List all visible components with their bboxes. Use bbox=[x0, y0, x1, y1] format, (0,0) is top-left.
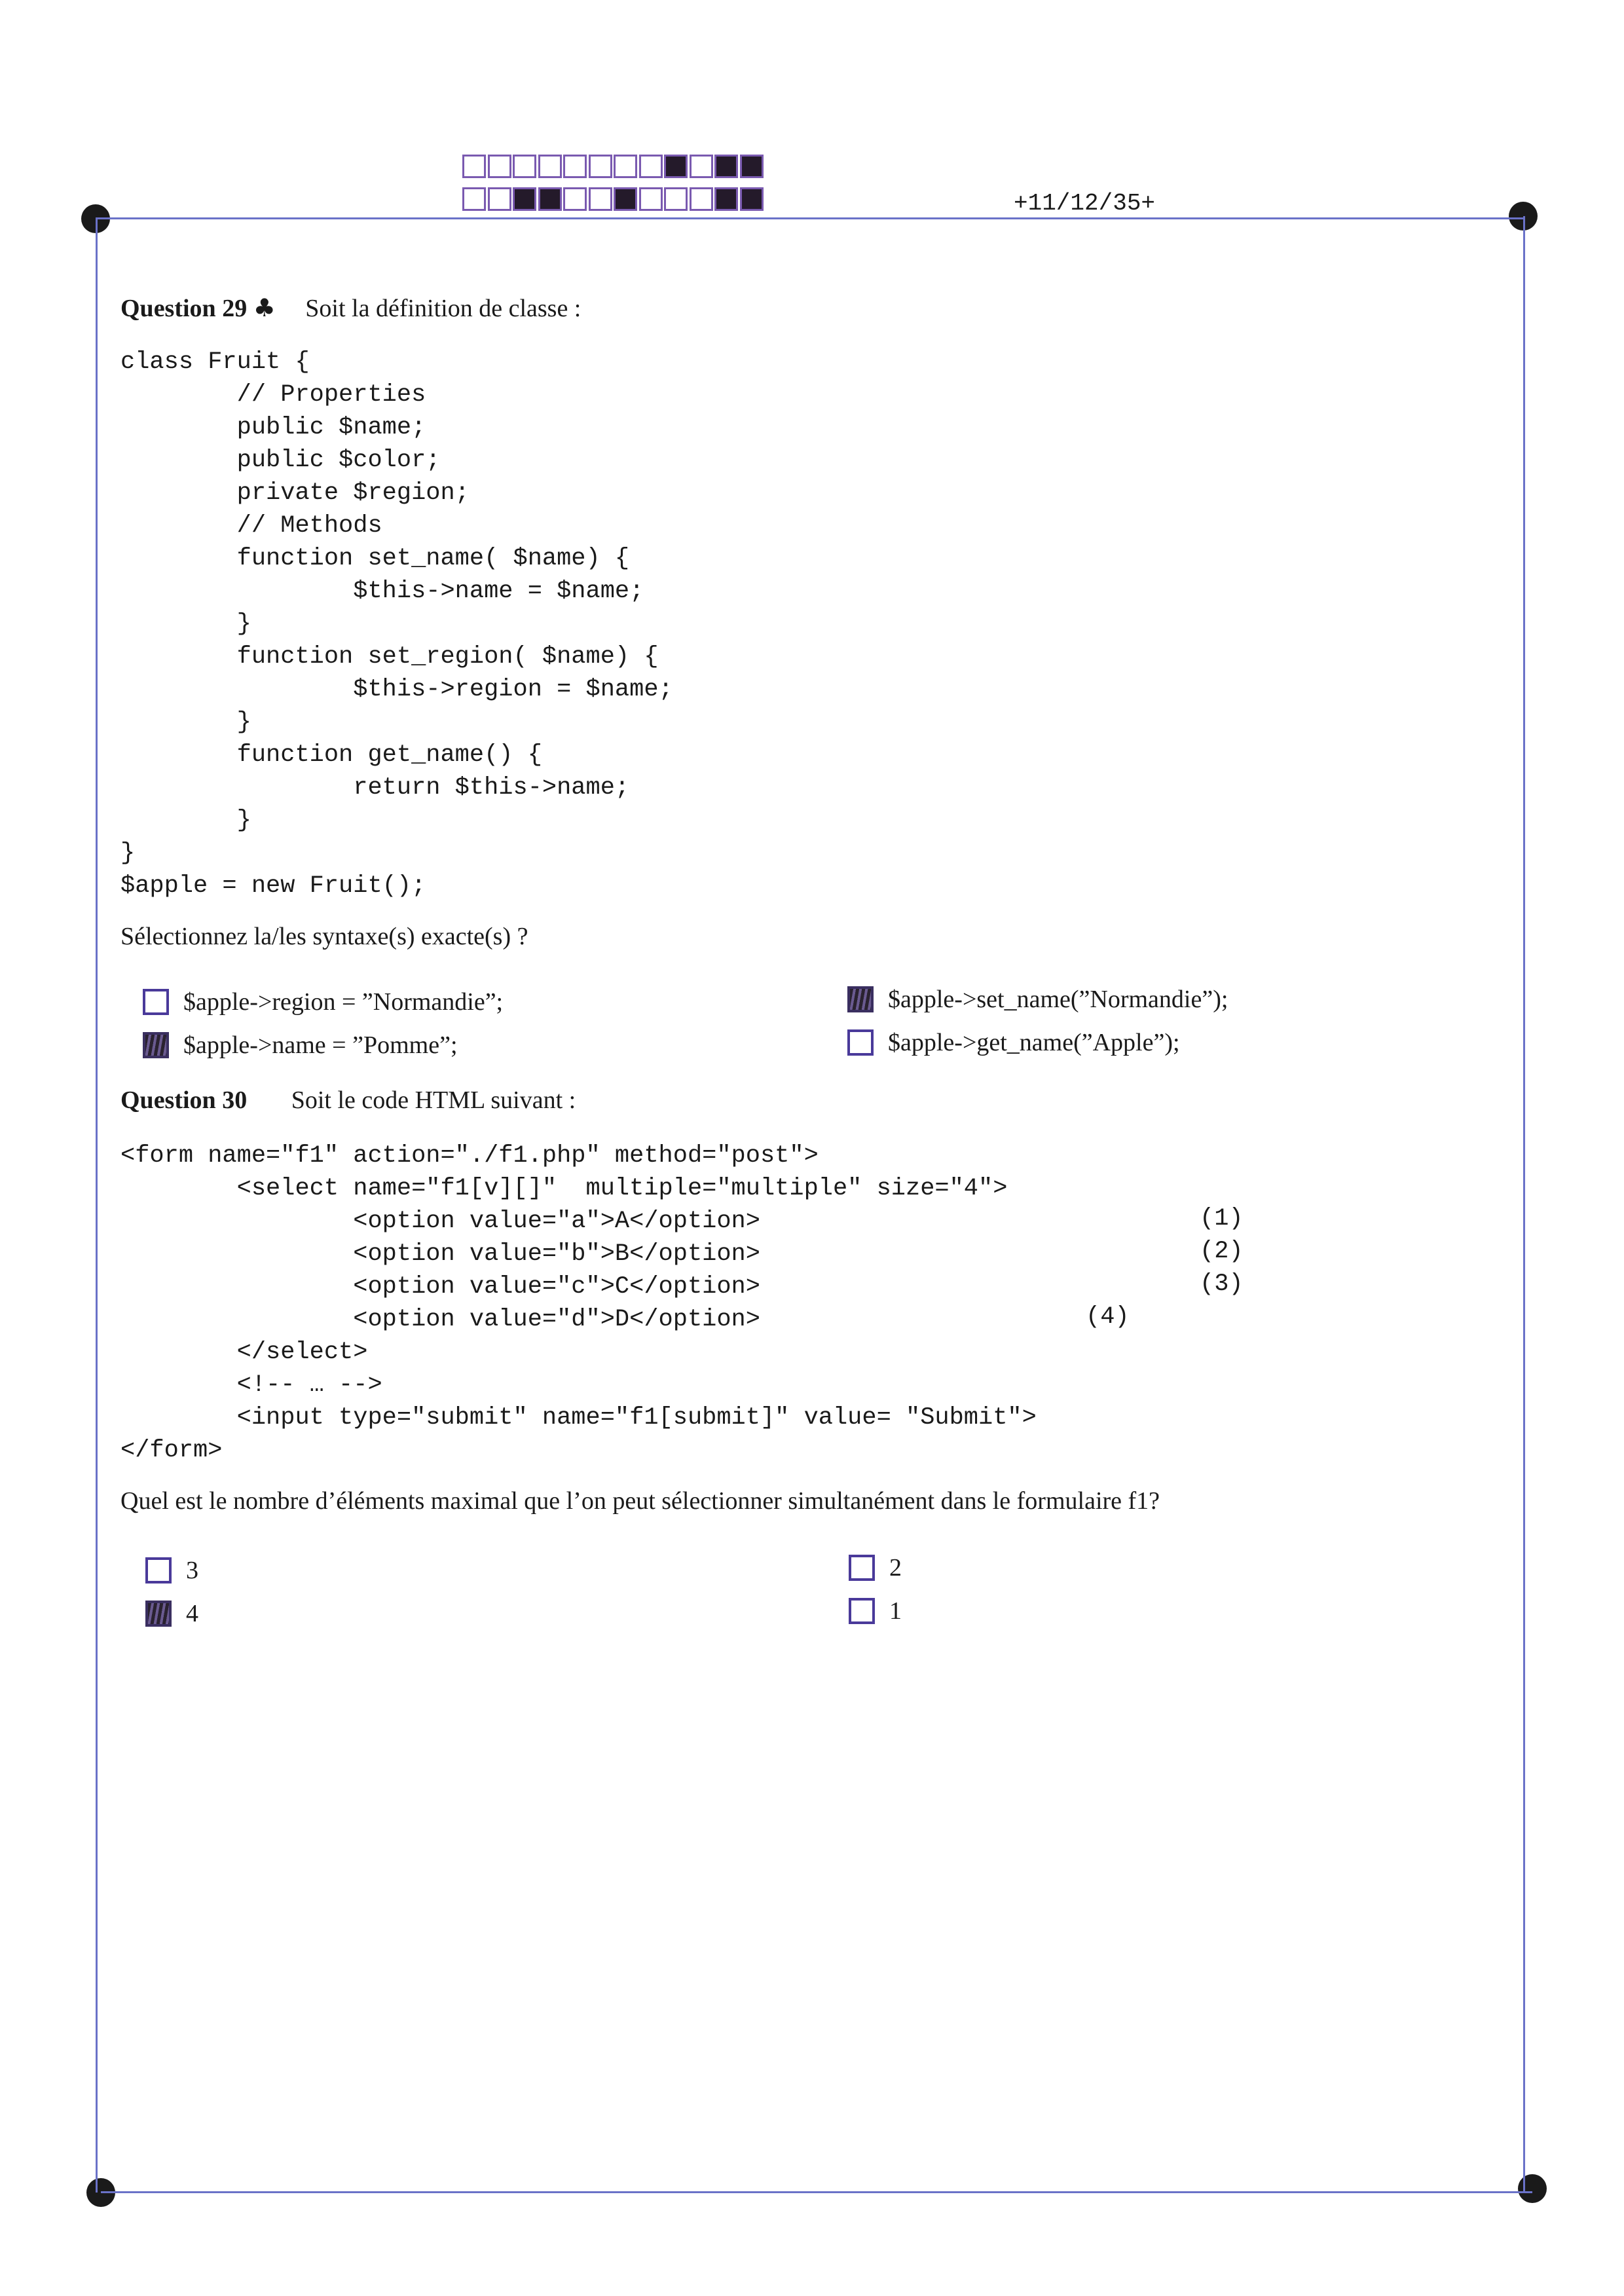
corner-mark-bottom-right bbox=[1518, 2174, 1547, 2203]
frame-bottom bbox=[101, 2191, 1532, 2193]
id-grid-cell bbox=[714, 155, 738, 178]
id-grid-cell bbox=[488, 155, 511, 178]
id-grid-cell bbox=[462, 155, 486, 178]
q30-choice-b[interactable] bbox=[145, 1599, 198, 1628]
q29-choice-d[interactable] bbox=[847, 1028, 1180, 1057]
id-grid-cell bbox=[614, 187, 637, 211]
choice-label: 3 bbox=[186, 1557, 198, 1584]
q30-label: Question 30 bbox=[120, 1086, 248, 1114]
checkbox[interactable] bbox=[143, 989, 169, 1015]
line-number-2: (2) bbox=[1200, 1238, 1244, 1265]
q30-choice-a[interactable] bbox=[145, 1556, 198, 1585]
id-grid-cell bbox=[513, 187, 536, 211]
q29-header bbox=[120, 293, 581, 323]
checkbox[interactable] bbox=[847, 1029, 874, 1056]
checkbox[interactable] bbox=[143, 1032, 169, 1058]
q29-choice-a[interactable] bbox=[143, 988, 503, 1016]
choice-label: 4 bbox=[186, 1600, 198, 1627]
checkbox[interactable] bbox=[849, 1555, 875, 1581]
checkbox[interactable] bbox=[849, 1598, 875, 1624]
id-grid-cell bbox=[488, 187, 511, 211]
line-number-3: (3) bbox=[1200, 1270, 1244, 1298]
id-grid-cell bbox=[538, 155, 562, 178]
choice-label: $apple->set_name(”Normandie”); bbox=[888, 986, 1228, 1013]
id-grid-cell bbox=[538, 187, 562, 211]
q30-header bbox=[120, 1086, 576, 1115]
id-grid-cell bbox=[740, 187, 764, 211]
checkbox[interactable] bbox=[847, 986, 874, 1012]
q29-choice-c[interactable] bbox=[847, 985, 1228, 1014]
frame-top bbox=[96, 217, 1523, 219]
q30-code: <form name="f1" action="./f1.php" method="post"> <select name="f1[v][]" multiple="multiple" size="4"> <option value="a">A</option> <option value="b">B</option> <option value="c">C</option> <option value="d">D</option> </select> <!-- … --> <input type="submit" name="f1[submit]" value= "Submit"> </form> bbox=[120, 1142, 1037, 1464]
q29-label: Question 29 bbox=[120, 295, 248, 322]
q30-title: Soit le code HTML suivant : bbox=[291, 1086, 576, 1114]
frame-right bbox=[1523, 216, 1525, 2191]
id-grid-cell bbox=[664, 155, 688, 178]
q30-choice-d[interactable] bbox=[849, 1597, 902, 1625]
id-grid-cell bbox=[740, 155, 764, 178]
id-grid-cell bbox=[563, 155, 587, 178]
q29-code: class Fruit { // Properties public $name; public $color; private $region; // Methods function set_name( $name) { $this->name = $name; } function set_region( $name) { $this->region = $name; } function get_name() { return $this->name; } } $apple = new Fruit(); bbox=[120, 348, 673, 900]
choice-label: $apple->region = ”Normandie”; bbox=[183, 988, 504, 1016]
id-grid-cell bbox=[513, 155, 536, 178]
choice-label: 1 bbox=[889, 1597, 902, 1625]
id-grid-cell bbox=[664, 187, 688, 211]
q29-prompt: Sélectionnez la/les syntaxe(s) exacte(s) ? bbox=[120, 923, 528, 950]
checkbox[interactable] bbox=[145, 1601, 172, 1627]
id-grid-cell bbox=[589, 187, 612, 211]
id-grid-cell bbox=[614, 155, 637, 178]
checkbox[interactable] bbox=[145, 1557, 172, 1583]
id-grid-cell bbox=[639, 187, 663, 211]
id-grid-cell bbox=[639, 155, 663, 178]
q29-choice-b[interactable] bbox=[143, 1031, 458, 1060]
q29-title: Soit la définition de classe : bbox=[305, 295, 581, 322]
club-icon: ♣ bbox=[253, 293, 276, 322]
id-grid-cell bbox=[589, 155, 612, 178]
choice-label: $apple->name = ”Pomme”; bbox=[183, 1031, 458, 1059]
id-grid-cell bbox=[690, 187, 713, 211]
id-grid-cell bbox=[563, 187, 587, 211]
choice-label: 2 bbox=[889, 1554, 902, 1582]
frame-left bbox=[96, 217, 98, 2193]
id-grid-cell bbox=[462, 187, 486, 211]
q30-choice-c[interactable] bbox=[849, 1553, 902, 1582]
page-id: +11/12/35+ bbox=[1014, 190, 1156, 217]
line-number-4: (4) bbox=[1086, 1303, 1130, 1331]
id-grid-cell bbox=[690, 155, 713, 178]
id-grid-cell bbox=[714, 187, 738, 211]
q30-prompt: Quel est le nombre d’éléments maximal que l’on peut sélectionner simultanément dans le formulaire f1? bbox=[120, 1487, 1160, 1515]
choice-label: $apple->get_name(”Apple”); bbox=[888, 1029, 1180, 1056]
line-number-1: (1) bbox=[1200, 1205, 1244, 1232]
